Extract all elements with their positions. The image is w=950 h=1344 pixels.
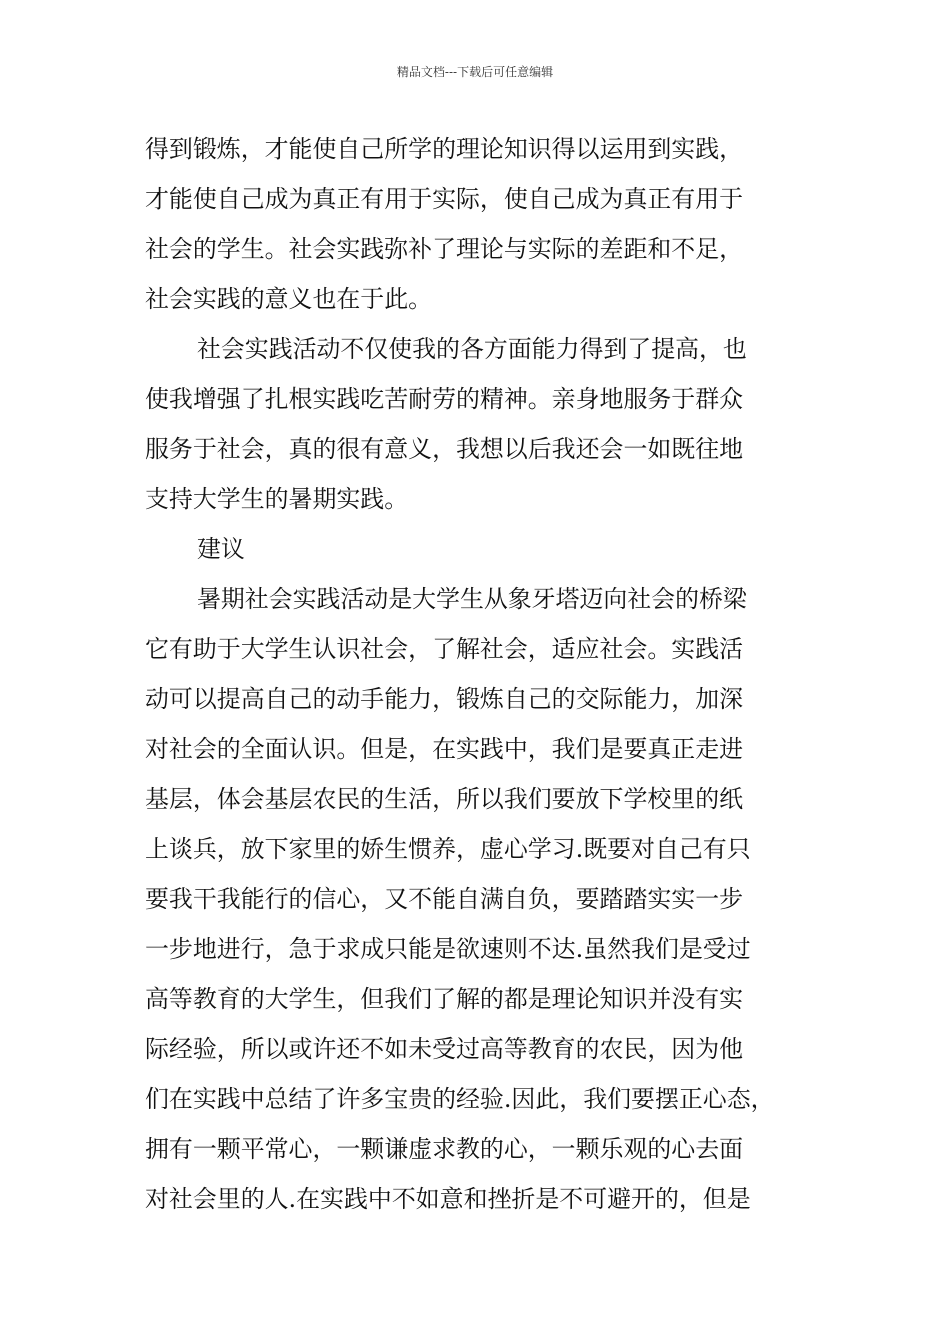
text-line: 得到锻炼，才能使自己所学的理论知识得以运用到实践， — [145, 135, 744, 163]
text-line: 社会实践活动不仅使我的各方面能力得到了提高，也 — [197, 335, 747, 363]
text-line: 高等教育的大学生，但我们了解的都是理论知识并没有实 — [145, 985, 744, 1013]
document-body — [145, 124, 815, 1224]
text-line: 对社会的全面认识。但是，在实践中，我们是要真正走进 — [145, 735, 744, 763]
text-line: 才能使自己成为真正有用于实际，使自己成为真正有用于 — [145, 185, 744, 213]
text-line: 动可以提高自己的动手能力，锻炼自己的交际能力，加深 — [145, 685, 744, 713]
text-line: 基层，体会基层农民的生活，所以我们要放下学校里的纸 — [145, 785, 744, 813]
text-line: 社会实践的意义也在于此。 — [145, 285, 433, 313]
text-line: 际经验，所以或许还不如未受过高等教育的农民，因为他 — [145, 1035, 744, 1063]
text-line: 对社会里的人.在实践中不如意和挫折是不可避开的，但是 — [145, 1185, 751, 1213]
section-heading: 建议 — [197, 535, 245, 563]
text-line: 要我干我能行的信心，又不能自满自负，要踏踏实实一步 — [145, 885, 744, 913]
text-line: 社会的学生。社会实践弥补了理论与实际的差距和不足， — [145, 235, 744, 263]
text-line: 拥有一颗平常心，一颗谦虚求教的心，一颗乐观的心去面 — [145, 1135, 744, 1163]
text-line: 们在实践中总结了许多宝贵的经验.因此，我们要摆正心态， — [145, 1085, 775, 1113]
text-line: 它有助于大学生认识社会，了解社会，适应社会。实践活 — [145, 635, 744, 663]
page-header: 精品文档---下载后可任意编辑 — [396, 65, 554, 79]
text-line: 一步地进行，急于求成只能是欲速则不达.虽然我们是受过 — [145, 935, 751, 963]
text-line: 支持大学生的暑期实践。 — [145, 485, 409, 513]
text-line: 上谈兵，放下家里的娇生惯养，虚心学习.既要对自己有只 — [145, 835, 751, 863]
text-line: 暑期社会实践活动是大学生从象牙塔迈向社会的桥梁 — [197, 585, 747, 613]
text-line: 服务于社会，真的很有意义，我想以后我还会一如既往地 — [145, 435, 744, 463]
text-line: 使我增强了扎根实践吃苦耐劳的精神。亲身地服务于群众 — [145, 385, 744, 413]
